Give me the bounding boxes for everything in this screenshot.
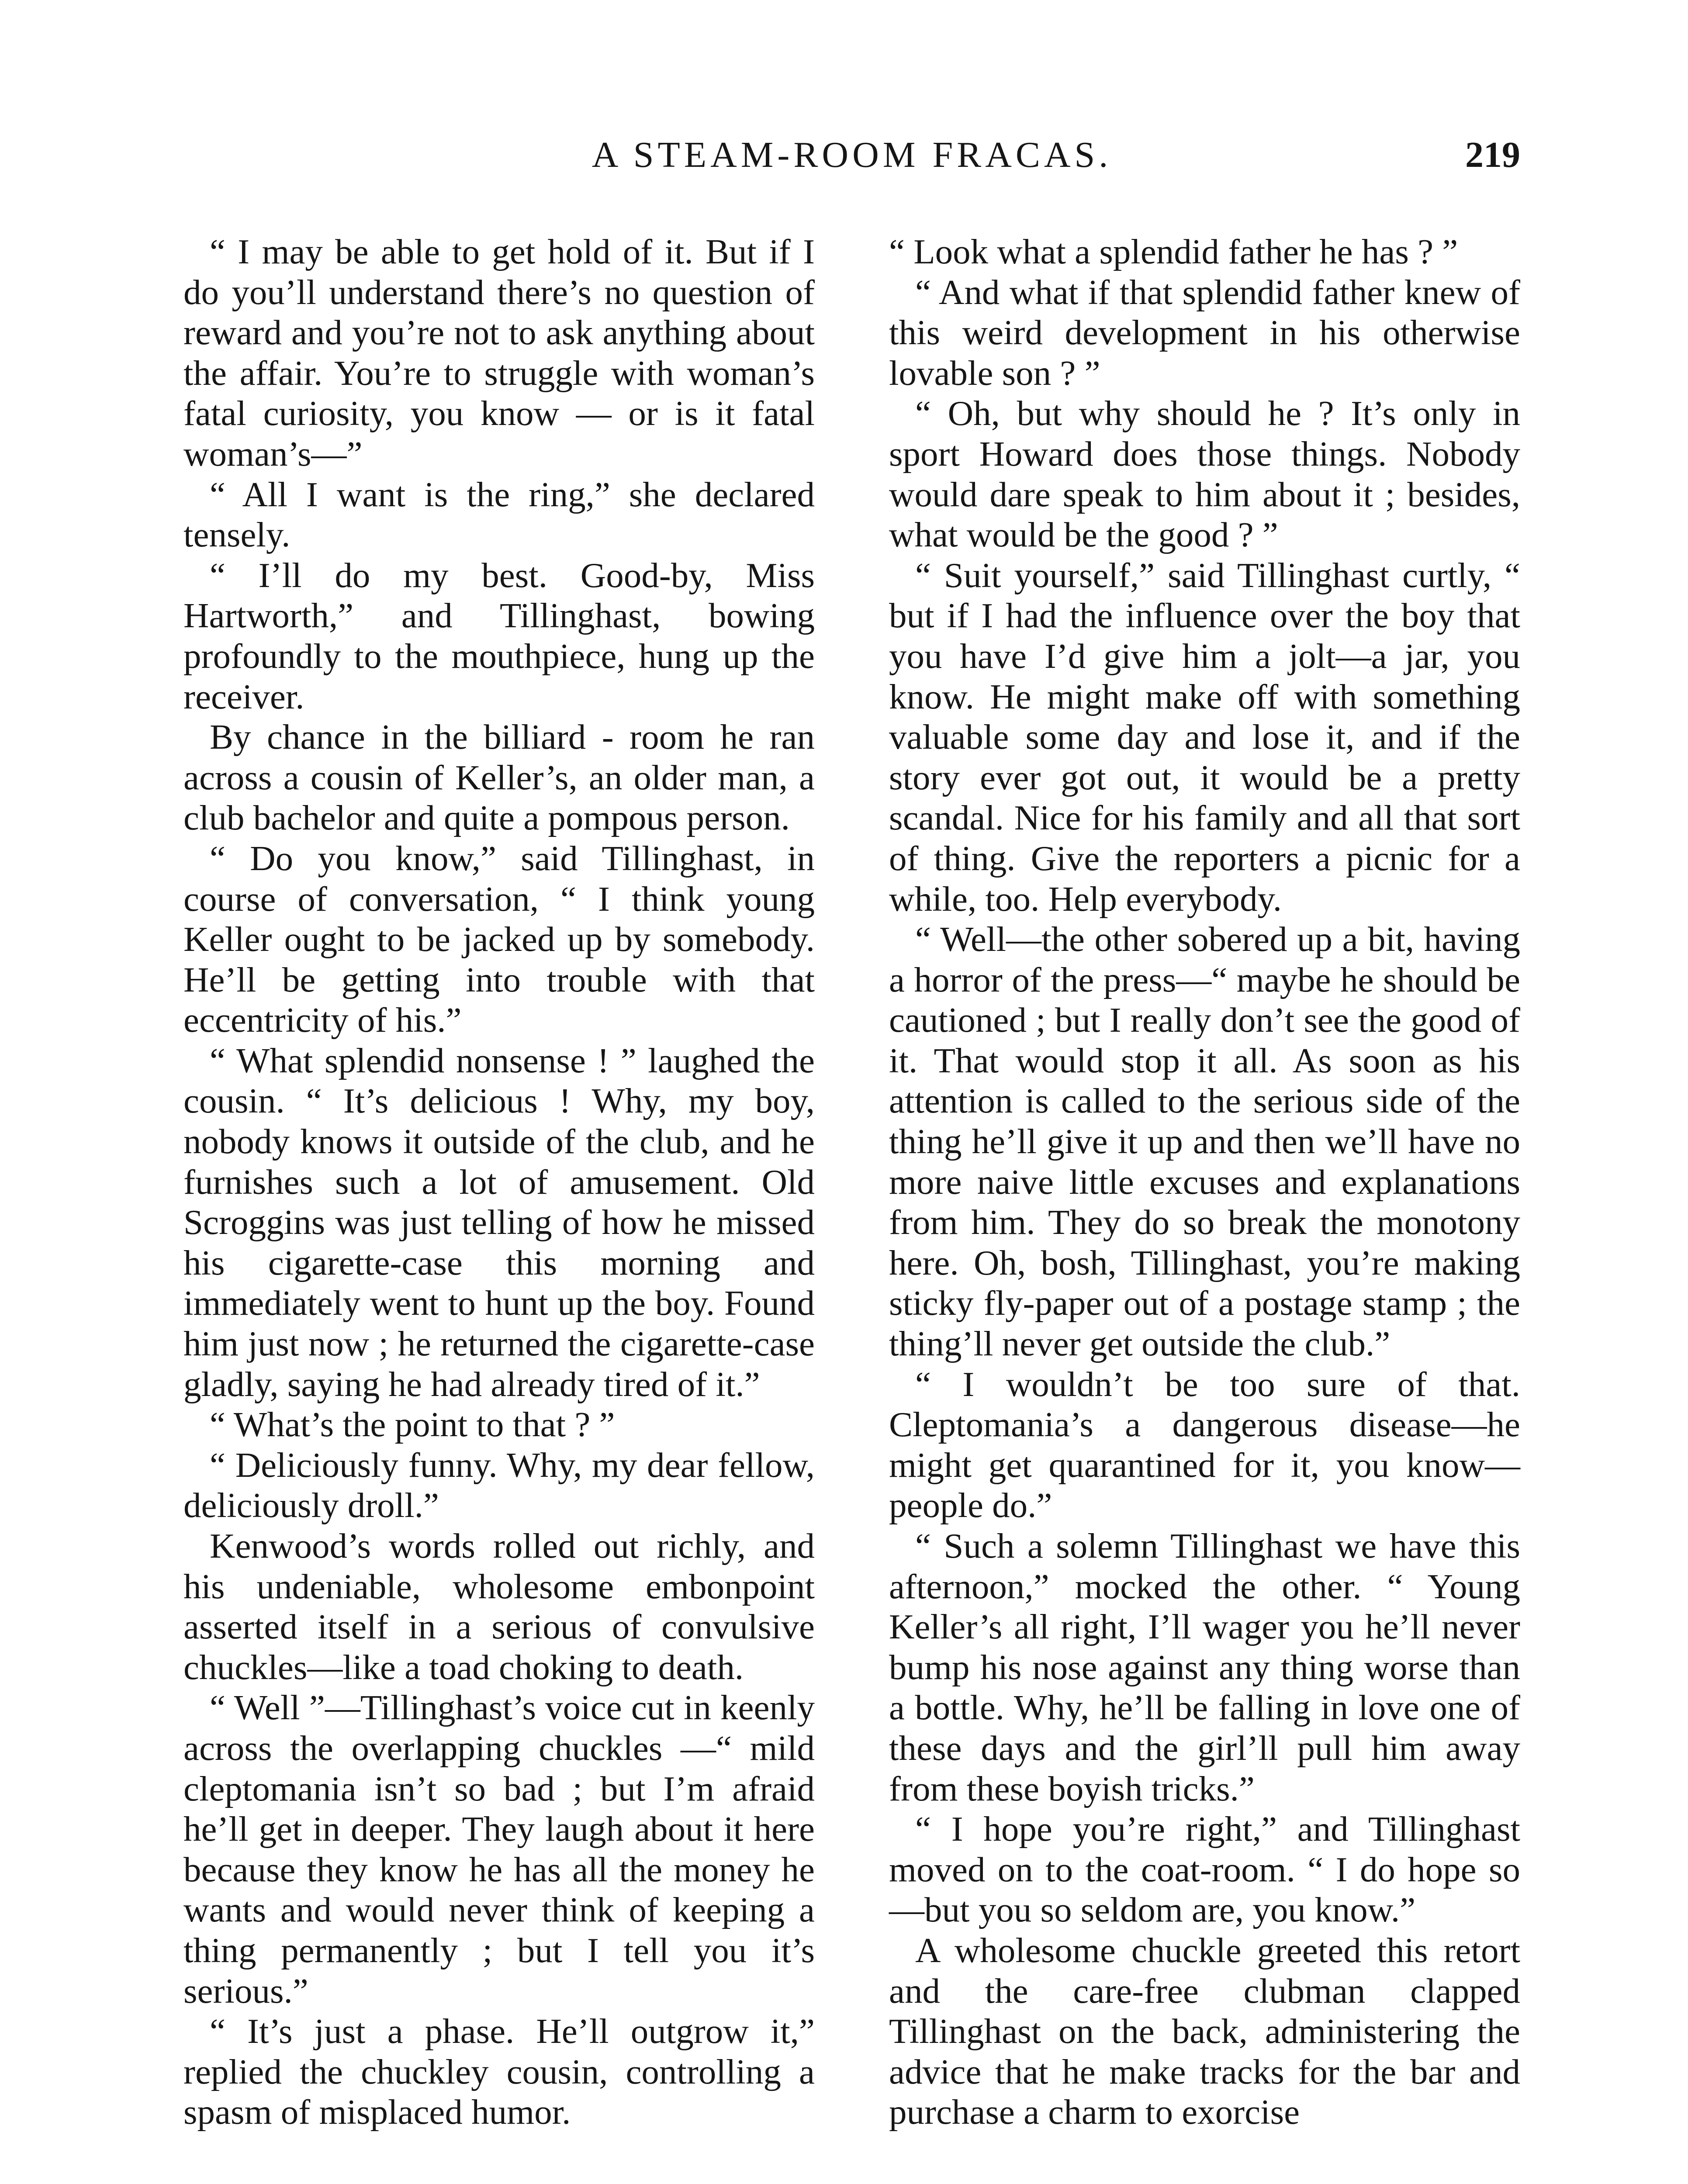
paragraph: “ Deliciously funny. Why, my dear fellow, deliciously droll.” [183, 1445, 815, 1525]
paragraph: “ I’ll do my best. Good-by, Miss Hartworth,” and Tillinghast, bowing profoundly to the mouthpiece, hung up the receiver. [183, 555, 815, 716]
paragraph: “ Suit yourself,” said Tillinghast curtly, “ but if I had the influence over the boy that you have I’d give him a jolt—a jar, you know. He might make off with something valuable some day and lose it, and if the story ever got out, it would be a pretty scandal. Nice for his family and all that sort of thing. Give the reporters a picnic for a while, too. Help everybody. [889, 555, 1520, 919]
paragraph: “ I hope you’re right,” and Tillinghast moved on to the coat-room. “ I do hope so—but you so seldom are, you know.” [889, 1809, 1520, 1930]
paragraph: By chance in the billiard - room he ran across a cousin of Keller’s, an older man, a club bachelor and quite a pompous person. [183, 717, 815, 838]
running-title: A STEAM-ROOM FRACAS. [591, 135, 1112, 175]
paragraph: A wholesome chuckle greeted this retort and the care-free clubman clapped Tillinghast on the back, administering the advice that he make tracks for the bar and purchase a charm to exorcise [889, 1930, 1520, 2132]
paragraph: “ What splendid nonsense ! ” laughed the cousin. “ It’s delicious ! Why, my boy, nobody knows it outside of the club, and he furnishes such a lot of amusement. Old Scroggins was just telling of how he missed his cigarette-case this morning and immediately went to hunt up the boy. Found him just now ; he returned the cigarette-case gladly, saying he had already tired of it.” [183, 1040, 815, 1404]
page-number: 219 [1465, 135, 1520, 175]
paragraph: “ I wouldn’t be too sure of that. Cleptomania’s a dangerous disease—he might get quarantined for it, you know—people do.” [889, 1364, 1520, 1525]
paragraph: “ Such a solemn Tillinghast we have this afternoon,” mocked the other. “ Young Keller’s all right, I’ll wager you he’ll never bump his nose against any thing worse than a bottle. Why, he’ll be falling in love one of these days and the girl’ll pull him away from these boyish tricks.” [889, 1526, 1520, 1808]
left-column [183, 232, 815, 2184]
paragraph: “ And what if that splendid father knew of this weird development in his otherwise lovable son ? ” [889, 272, 1520, 393]
right-column [889, 232, 1520, 2184]
paragraph: “ All I want is the ring,” she declared tensely. [183, 474, 815, 555]
paragraph: “ Oh, but why should he ? It’s only in sport Howard does those things. Nobody would dare speak to him about it ; besides, what would be the good ? ” [889, 394, 1520, 555]
paragraph: “ It’s just a phase. He’ll outgrow it,” replied the chuckley cousin, controlling a spasm of misplaced humor. [183, 2011, 815, 2132]
text-columns [183, 232, 1520, 2184]
paragraph: “ Well ”—Tillinghast’s voice cut in keenly across the overlapping chuckles —“ mild cleptomania isn’t so bad ; but I’m afraid he’ll get in deeper. They laugh about it here because they know he has all the money he wants and would never think of keeping a thing permanently ; but I tell you it’s serious.” [183, 1688, 815, 2011]
paragraph: “ Do you know,” said Tillinghast, in course of conversation, “ I think young Keller ought to be jacked up by somebody. He’ll be getting into trouble with that eccentricity of his.” [183, 838, 815, 1040]
paragraph: “ I may be able to get hold of it. But if I do you’ll understand there’s no question of reward and you’re not to ask anything about the affair. You’re to struggle with woman’s fatal curiosity, you know — or is it fatal woman’s—” [183, 232, 815, 473]
paragraph: “ Look what a splendid father he has ? ” [889, 232, 1458, 271]
paragraph: Kenwood’s words rolled out richly, and his undeniable, wholesome embonpoint asserted itself in a serious of convulsive chuckles—like a toad choking to death. [183, 1526, 815, 1687]
running-header [183, 131, 1520, 188]
paragraph: “ What’s the point to that ? ” [210, 1405, 615, 1444]
paragraph: “ Well—the other sobered up a bit, having a horror of the press—“ maybe he should be cautioned ; but I really don’t see the good of it. That would stop it all. As soon as his attention is called to the serious side of the thing he’ll give it up and then we’ll have no more naive little excuses and explanations from him. They do so break the monotony here. Oh, bosh, Tillinghast, you’re making sticky fly-paper out of a postage stamp ; the thing’ll never get outside the club.” [889, 919, 1520, 1364]
